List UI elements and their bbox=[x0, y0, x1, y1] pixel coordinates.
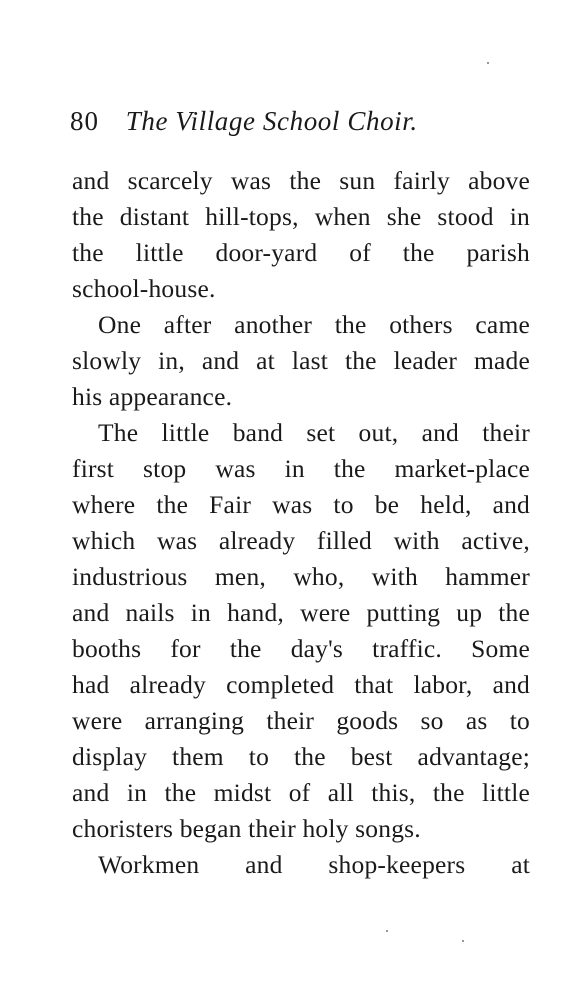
running-title: The Village School Choir. bbox=[125, 106, 418, 136]
text-line: first stop was in the market-place bbox=[72, 454, 530, 483]
text-line: The little band set out, and their bbox=[98, 418, 530, 447]
print-speck bbox=[462, 940, 464, 942]
text-line: booths for the day's traffic. Some bbox=[72, 634, 530, 663]
page-number: 80 bbox=[70, 106, 99, 136]
text-line: display them to the best advantage; bbox=[72, 742, 530, 771]
text-line: the little door-yard of the parish bbox=[72, 238, 530, 267]
page-header bbox=[70, 101, 540, 141]
text-line: school-house. bbox=[72, 274, 216, 303]
text-line: and in the midst of all this, the little bbox=[72, 778, 530, 807]
text-line: Workmen and shop-keepers at bbox=[98, 850, 530, 879]
text-line: were arranging their goods so as to bbox=[72, 706, 530, 735]
text-line: and scarcely was the sun fairly above bbox=[72, 166, 530, 195]
text-line: industrious men, who, with hammer bbox=[72, 562, 530, 591]
print-speck bbox=[487, 62, 489, 64]
text-line: slowly in, and at last the leader made bbox=[72, 346, 530, 375]
text-line: where the Fair was to be held, and bbox=[72, 490, 530, 519]
text-line: and nails in hand, were putting up the bbox=[72, 598, 530, 627]
print-speck bbox=[386, 930, 388, 932]
text-line: had already completed that labor, and bbox=[72, 670, 530, 699]
text-line: the distant hill-tops, when she stood in bbox=[72, 202, 530, 231]
body-text bbox=[72, 163, 530, 883]
text-line: which was already filled with active, bbox=[72, 526, 530, 555]
text-line: One after another the others came bbox=[98, 310, 530, 339]
text-line: his appearance. bbox=[72, 382, 233, 411]
text-line: choristers began their holy songs. bbox=[72, 814, 421, 843]
